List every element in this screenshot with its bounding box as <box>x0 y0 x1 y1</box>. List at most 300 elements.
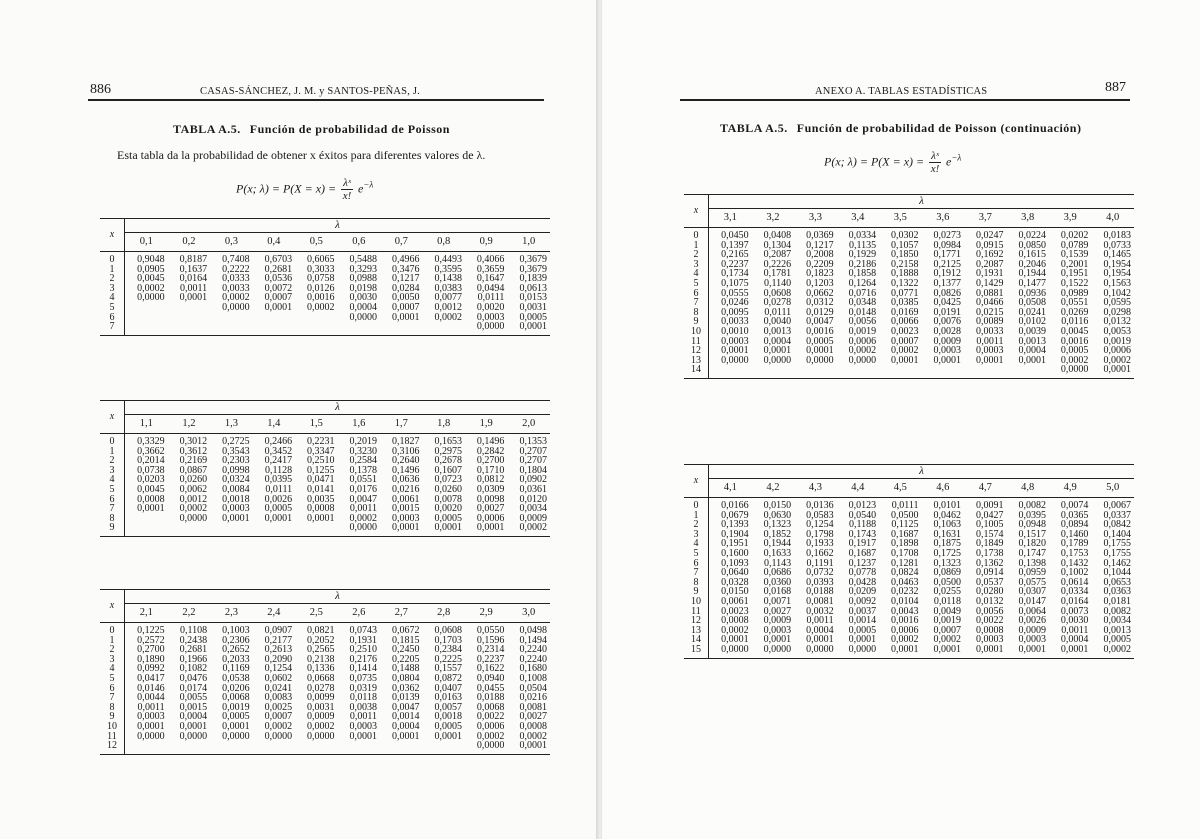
probability-cell: 0,0002 <box>222 292 250 304</box>
probability-cell: 0,0716 <box>848 287 877 299</box>
probability-cell: 0,0123 <box>848 500 877 511</box>
probability-cell: 0,0002 <box>179 503 208 515</box>
probability-cell: 0,1653 <box>434 436 462 447</box>
x-value: 13 <box>684 356 709 366</box>
x-value: 0 <box>100 623 125 636</box>
lambda-value: 0,5 <box>295 233 337 252</box>
probability-cell: 0,0033 <box>721 316 749 328</box>
probability-cell: 0,0015 <box>391 503 420 515</box>
lambda-value: 2,7 <box>380 604 422 623</box>
probability-cell: 0,0001 <box>1006 645 1048 658</box>
probability-cell: 0,0260 <box>434 483 462 495</box>
probability-cell: 0,0009 <box>519 512 547 524</box>
probability-cell: 0,1738 <box>975 547 1004 559</box>
probability-cell: 0,0062 <box>179 483 208 495</box>
probability-cell: 0,0009 <box>933 335 962 347</box>
probability-cell: 0,0016 <box>307 292 335 304</box>
probability-cell: 0,0940 <box>476 672 505 684</box>
table-caption <box>720 121 1081 136</box>
x-value: 5 <box>100 674 125 684</box>
probability-cell: 0,0260 <box>179 474 208 486</box>
probability-cell: 0,0500 <box>933 576 962 588</box>
probability-cell: 0,2303 <box>222 455 250 467</box>
probability-cell: 0,0102 <box>1018 316 1046 328</box>
probability-cell: 0,0120 <box>519 493 547 505</box>
probability-cell: 0,0002 <box>349 512 378 524</box>
lambda-value: 3,6 <box>922 209 964 228</box>
lambda-value: 1,0 <box>507 233 550 252</box>
probability-cell: 0,0126 <box>307 282 335 294</box>
probability-cell: 0,0003 <box>349 720 378 732</box>
probability-cell: 0,0166 <box>721 500 749 511</box>
probability-cell: 0,0363 <box>1103 586 1131 598</box>
table-caption <box>173 122 450 137</box>
probability-cell: 0,0077 <box>434 292 462 304</box>
probability-cell: 0,0004 <box>1060 634 1089 646</box>
probability-cell <box>295 523 337 536</box>
table-row <box>684 645 1134 658</box>
probability-cell: 0,0005 <box>222 711 250 723</box>
probability-cell: 0,0001 <box>964 645 1006 658</box>
probability-cell: 0,0537 <box>975 576 1004 588</box>
probability-cell: 0,0003 <box>763 624 792 636</box>
probability-cell: 0,0015 <box>179 701 208 713</box>
probability-cell: 0,0001 <box>422 523 464 536</box>
probability-cell: 0,0309 <box>476 483 505 495</box>
probability-cell: 0,0608 <box>763 287 792 299</box>
probability-cell: 0,0083 <box>264 692 293 704</box>
probability-cell: 0,0003 <box>975 634 1004 646</box>
probability-cell <box>168 322 210 335</box>
probability-cell: 0,0000 <box>338 523 380 536</box>
probability-cell: 0,0000 <box>179 730 208 742</box>
probability-cell: 0,0008 <box>519 720 547 732</box>
probability-cell: 0,0071 <box>763 595 792 607</box>
probability-cell: 0,0045 <box>137 273 165 285</box>
probability-cell: 0,0425 <box>933 297 962 309</box>
probability-cell: 0,0002 <box>307 720 335 732</box>
probability-cell: 0,1393 <box>721 519 749 531</box>
probability-cell: 0,2222 <box>222 263 250 275</box>
probability-cell: 0,0176 <box>349 483 378 495</box>
x-value: 13 <box>684 626 709 636</box>
header-rule <box>680 99 1130 101</box>
x-value: 8 <box>100 703 125 713</box>
probability-cell: 0,0395 <box>264 474 293 486</box>
lambda-header: λ <box>125 219 551 233</box>
left-page <box>0 0 598 839</box>
probability-cell: 0,0047 <box>806 316 834 328</box>
x-value: 9 <box>100 523 125 536</box>
probability-cell: 0,1804 <box>519 464 547 476</box>
probability-cell: 0,1563 <box>1103 277 1131 289</box>
probability-cell: 0,0319 <box>349 682 378 694</box>
probability-cell: 0,0011 <box>976 335 1004 347</box>
x-value: 6 <box>100 684 125 694</box>
probability-cell: 0,0001 <box>1091 365 1134 378</box>
probability-cell: 0,0141 <box>307 483 335 495</box>
probability-cell: 0,3662 <box>137 445 165 457</box>
probability-cell: 0,0104 <box>891 595 919 607</box>
x-value: 2 <box>684 520 709 530</box>
probability-cell: 0,4066 <box>476 254 505 265</box>
x-value: 4 <box>100 664 125 674</box>
probability-cell <box>125 741 168 754</box>
probability-cell <box>168 313 210 323</box>
probability-cell: 0,1377 <box>933 277 962 289</box>
probability-cell: 0,0471 <box>307 474 335 486</box>
probability-cell: 0,0101 <box>933 500 962 511</box>
lambda-value: 2,4 <box>253 604 295 623</box>
probability-cell: 0,1135 <box>848 239 877 251</box>
probability-cell: 0,1888 <box>891 268 919 280</box>
probability-cell: 0,0821 <box>307 625 335 636</box>
probability-cell: 0,1951 <box>721 538 749 550</box>
probability-cell: 0,1680 <box>519 663 547 675</box>
probability-cell: 0,1438 <box>434 273 462 285</box>
probability-cell: 0,0361 <box>519 483 547 495</box>
probability-cell: 0,0002 <box>891 634 919 646</box>
formula-base: e <box>358 181 364 196</box>
probability-cell <box>1006 365 1048 378</box>
x-value: 12 <box>684 346 709 356</box>
probability-cell <box>125 523 168 536</box>
lambda-value: 4,3 <box>794 479 836 498</box>
probability-cell: 0,0002 <box>476 730 505 742</box>
probability-cell: 0,0984 <box>933 239 962 251</box>
probability-cell: 0,0417 <box>137 672 165 684</box>
page-number: 887 <box>1105 80 1126 95</box>
probability-cell: 0,0672 <box>391 625 420 636</box>
x-value: 4 <box>100 293 125 303</box>
probability-cell: 0,2725 <box>222 436 250 447</box>
probability-cell: 0,0771 <box>891 287 919 299</box>
x-value: 3 <box>684 260 709 270</box>
lambda-header: λ <box>709 465 1135 479</box>
probability-cell: 0,2226 <box>763 258 792 270</box>
lambda-value: 1,5 <box>295 415 337 434</box>
probability-cell: 0,0298 <box>1103 306 1131 318</box>
lambda-value: 4,9 <box>1049 479 1091 498</box>
probability-cell: 0,0033 <box>222 282 250 294</box>
probability-cell: 0,1336 <box>307 663 335 675</box>
probability-cell: 0,1488 <box>391 663 420 675</box>
probability-cell: 0,0743 <box>349 625 378 636</box>
probability-cell <box>125 514 168 524</box>
x-value: 2 <box>100 274 125 284</box>
probability-cell: 0,0188 <box>806 586 834 598</box>
probability-cell: 0,0302 <box>891 230 919 241</box>
lambda-value: 5,0 <box>1091 479 1134 498</box>
probability-cell: 0,0000 <box>307 730 335 742</box>
probability-cell: 0,0550 <box>476 625 505 636</box>
probability-cell: 0,0004 <box>349 301 378 313</box>
running-head: CASAS-SÁNCHEZ, J. M. y SANTOS-PEÑAS, J. <box>200 86 420 97</box>
probability-cell: 0,0025 <box>264 701 293 713</box>
lambda-value: 0,9 <box>465 233 507 252</box>
probability-cell: 0,0146 <box>137 682 165 694</box>
probability-cell: 0,1944 <box>763 538 792 550</box>
probability-cell: 0,0000 <box>222 301 250 313</box>
formula-base: e <box>946 154 952 169</box>
probability-cell: 0,2510 <box>307 455 335 467</box>
probability-cell: 0,3659 <box>476 263 505 275</box>
probability-cell: 0,0019 <box>222 701 250 713</box>
probability-cell: 0,0540 <box>848 509 877 521</box>
probability-cell: 0,0004 <box>1018 345 1046 357</box>
x-value: 11 <box>684 337 709 347</box>
probability-cell: 0,0001 <box>507 322 550 335</box>
probability-cell <box>125 322 168 335</box>
probability-cell: 0,1820 <box>1018 538 1046 550</box>
probability-cell: 0,1839 <box>519 273 547 285</box>
probability-cell: 0,3033 <box>307 263 335 275</box>
probability-cell: 0,1954 <box>1103 258 1131 270</box>
probability-cell: 0,0013 <box>1103 624 1131 636</box>
probability-cell: 0,0001 <box>763 345 792 357</box>
probability-cell: 0,0068 <box>476 701 505 713</box>
probability-cell: 0,0915 <box>975 239 1004 251</box>
probability-cell: 0,0066 <box>891 316 919 328</box>
probability-cell: 0,0636 <box>391 474 420 486</box>
probability-cell: 0,0004 <box>391 720 420 732</box>
probability-cell: 0,0027 <box>763 605 792 617</box>
probability-cell: 0,1917 <box>848 538 877 550</box>
probability-cell: 0,0001 <box>307 512 335 524</box>
probability-cell: 0,0111 <box>477 292 505 304</box>
probability-cell: 0,1931 <box>349 634 378 646</box>
probability-cell: 0,1008 <box>519 672 547 684</box>
probability-cell: 0,0002 <box>848 345 877 357</box>
probability-cell <box>380 322 422 335</box>
probability-cell: 0,1966 <box>179 653 208 665</box>
probability-cell: 0,0001 <box>380 523 422 536</box>
lambda-value: 3,9 <box>1049 209 1091 228</box>
probability-cell: 0,0959 <box>1018 567 1046 579</box>
probability-cell: 0,0427 <box>975 509 1004 521</box>
probability-cell: 0,0050 <box>391 292 420 304</box>
probability-cell: 0,0778 <box>848 567 877 579</box>
probability-cell: 0,0395 <box>1018 509 1046 521</box>
probability-cell: 0,0039 <box>1018 325 1046 337</box>
probability-cell: 0,0150 <box>763 500 792 511</box>
probability-cell: 0,5488 <box>349 254 378 265</box>
probability-cell: 0,2008 <box>806 249 834 261</box>
lambda-value: 4,0 <box>1091 209 1134 228</box>
running-head: ANEXO A. TABLAS ESTADÍSTICAS <box>815 86 988 97</box>
probability-cell: 0,0005 <box>434 720 462 732</box>
probability-cell: 0,0034 <box>1103 615 1131 627</box>
probability-cell: 0,2001 <box>1060 258 1089 270</box>
probability-cell: 0,0001 <box>264 301 293 313</box>
probability-cell: 0,0000 <box>264 730 293 742</box>
probability-cell: 0,0360 <box>763 576 792 588</box>
probability-cell: 0,2707 <box>519 455 547 467</box>
probability-cell: 0,0095 <box>721 306 749 318</box>
probability-cell: 0,1264 <box>848 277 877 289</box>
probability-cell: 0,1063 <box>933 519 962 531</box>
probability-cell: 0,0148 <box>848 306 877 318</box>
probability-cell <box>837 365 879 378</box>
probability-cell: 0,1596 <box>476 634 505 646</box>
probability-cell: 0,1798 <box>806 528 834 540</box>
probability-cell: 0,0362 <box>391 682 420 694</box>
probability-cell: 0,0002 <box>933 634 962 646</box>
x-value: 11 <box>684 607 709 617</box>
lambda-value: 2,8 <box>422 604 464 623</box>
x-value: 8 <box>684 578 709 588</box>
probability-cell: 0,0168 <box>763 586 792 598</box>
probability-cell: 0,0084 <box>222 483 250 495</box>
probability-cell: 0,1574 <box>975 528 1004 540</box>
probability-cell: 0,0500 <box>891 509 919 521</box>
probability-cell: 0,6703 <box>264 254 293 265</box>
probability-cell: 0,0247 <box>975 230 1004 241</box>
probability-cell: 0,0016 <box>1060 335 1089 347</box>
formula-lhs: P(x; λ) = P(X = x) = <box>236 181 337 196</box>
probability-cell: 0,4966 <box>391 254 420 265</box>
probability-cell: 0,2384 <box>434 644 462 656</box>
probability-cell: 0,0000 <box>465 322 507 335</box>
probability-cell: 0,1755 <box>1103 547 1131 559</box>
probability-cell <box>125 303 168 313</box>
probability-cell: 0,0003 <box>1018 634 1046 646</box>
lambda-value: 3,4 <box>837 209 879 228</box>
x-value: 2 <box>684 250 709 260</box>
probability-cell: 0,0012 <box>179 493 208 505</box>
probability-cell: 0,0640 <box>721 567 749 579</box>
x-column-header: x <box>100 401 125 434</box>
table-row <box>100 252 550 265</box>
probability-cell: 0,0000 <box>179 512 208 524</box>
probability-cell: 0,0988 <box>349 273 378 285</box>
probability-cell <box>210 322 252 335</box>
lambda-value: 3,0 <box>507 604 550 623</box>
probability-cell: 0,0056 <box>975 605 1004 617</box>
probability-cell: 0,0011 <box>1061 624 1089 636</box>
probability-cell: 0,1323 <box>933 557 962 569</box>
probability-cell <box>210 523 252 536</box>
probability-cell: 0,3476 <box>391 263 420 275</box>
probability-cell: 0,0002 <box>1103 354 1131 366</box>
probability-cell: 0,1898 <box>891 538 919 550</box>
probability-cell: 0,0022 <box>975 615 1004 627</box>
probability-cell: 0,1954 <box>1103 268 1131 280</box>
probability-cell: 0,0174 <box>179 682 208 694</box>
probability-cell: 0,0000 <box>349 311 378 323</box>
probability-cell: 0,0001 <box>933 354 962 366</box>
probability-cell: 0,0538 <box>222 672 250 684</box>
probability-cell: 0,0169 <box>891 306 919 318</box>
probability-cell: 0,1944 <box>1018 268 1046 280</box>
probability-cell: 0,0031 <box>519 301 547 313</box>
probability-cell: 0,0016 <box>806 325 834 337</box>
probability-cell: 0,1237 <box>848 557 877 569</box>
x-value: 4 <box>684 269 709 279</box>
probability-cell <box>253 741 295 754</box>
probability-cell: 0,1827 <box>391 436 420 447</box>
probability-cell: 0,0009 <box>763 615 792 627</box>
formula-exponent: −λ <box>951 152 962 163</box>
probability-cell: 0,1082 <box>179 663 208 675</box>
probability-cell: 0,0001 <box>434 730 462 742</box>
probability-cell: 0,0007 <box>891 335 919 347</box>
probability-cell: 0,0001 <box>507 741 550 754</box>
probability-cell: 0,1217 <box>391 273 420 285</box>
probability-cell: 0,1003 <box>222 625 250 636</box>
probability-cell: 0,0365 <box>1060 509 1089 521</box>
probability-cell: 0,0662 <box>806 287 834 299</box>
probability-cell: 0,2842 <box>476 445 505 457</box>
table-row <box>684 365 1134 378</box>
probability-cell: 0,1850 <box>891 249 919 261</box>
probability-cell: 0,1933 <box>806 538 834 550</box>
lambda-value: 4,2 <box>752 479 794 498</box>
probability-cell: 0,0023 <box>891 325 919 337</box>
lambda-value: 4,7 <box>964 479 1006 498</box>
probability-cell: 0,0001 <box>179 720 208 732</box>
probability-cell: 0,0812 <box>476 474 505 486</box>
probability-cell: 0,2165 <box>721 249 749 261</box>
probability-cell: 0,0723 <box>434 474 462 486</box>
probability-cell: 0,0209 <box>848 586 877 598</box>
x-value: 12 <box>100 741 125 754</box>
probability-cell: 0,2209 <box>806 258 834 270</box>
probability-cell <box>422 322 464 335</box>
page-number: 886 <box>90 82 111 97</box>
right-page <box>602 0 1200 839</box>
x-value: 7 <box>684 298 709 308</box>
probability-cell: 0,0989 <box>1060 287 1089 299</box>
probability-cell: 0,0045 <box>1060 325 1089 337</box>
probability-cell: 0,1477 <box>1018 277 1046 289</box>
probability-cell: 0,1465 <box>1103 249 1131 261</box>
probability-cell: 0,1849 <box>975 538 1004 550</box>
probability-cell: 0,3679 <box>519 254 547 265</box>
probability-cell: 0,0867 <box>179 464 208 476</box>
lambda-value: 1,2 <box>168 415 210 434</box>
x-value: 0 <box>684 498 709 511</box>
probability-cell: 0,0216 <box>391 483 420 495</box>
formula-exponent: −λ <box>363 179 374 190</box>
probability-cell: 0,3012 <box>179 436 208 447</box>
probability-cell: 0,1517 <box>1018 528 1046 540</box>
probability-cell: 0,2640 <box>391 455 420 467</box>
probability-cell: 0,0450 <box>721 230 749 241</box>
probability-cell: 0,0334 <box>1060 586 1089 598</box>
probability-cell: 0,0164 <box>1060 595 1089 607</box>
probability-cell: 0,0067 <box>1103 500 1131 511</box>
probability-cell: 0,0613 <box>519 282 547 294</box>
probability-cell <box>253 523 295 536</box>
probability-cell: 0,1042 <box>1103 287 1131 299</box>
formula-numerator: λˣ <box>931 150 939 162</box>
table-description: Esta tabla da la probabilidad de obtener x éxitos para diferentes valores de λ. <box>117 148 486 162</box>
probability-cell: 0,1002 <box>1060 567 1089 579</box>
probability-cell: 0,2087 <box>763 249 792 261</box>
lambda-value: 4,6 <box>922 479 964 498</box>
probability-cell: 0,0000 <box>752 645 794 658</box>
probability-cell: 0,0850 <box>1018 239 1046 251</box>
probability-cell: 0,1622 <box>476 663 505 675</box>
probability-cell: 0,0348 <box>848 297 877 309</box>
probability-cell <box>794 365 836 378</box>
probability-cell: 0,0092 <box>848 595 877 607</box>
x-value: 3 <box>100 655 125 665</box>
probability-cell: 0,1875 <box>933 538 962 550</box>
table-row <box>100 322 550 335</box>
probability-cell: 0,1637 <box>179 263 208 275</box>
